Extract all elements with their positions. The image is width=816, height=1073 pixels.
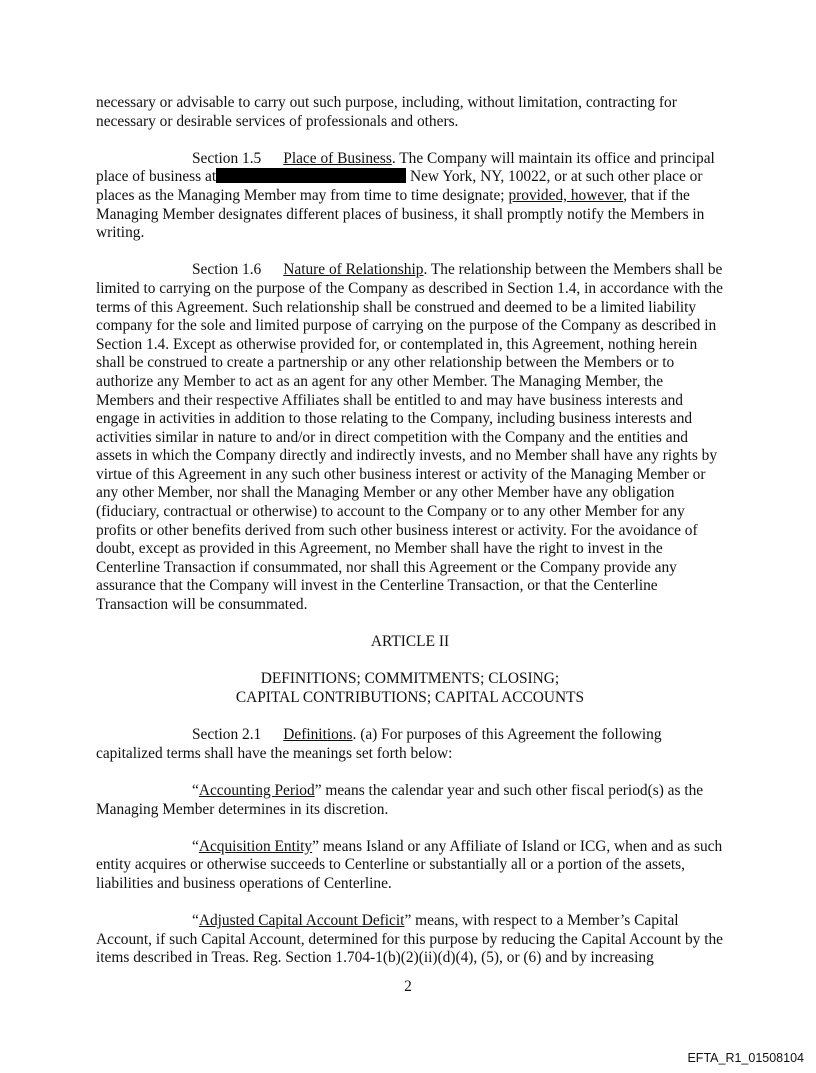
section-1-5 (96, 150, 724, 243)
definition-text: means, with respect to a Member’s Capital Account, if such Capital Account, determined for this purpose by reducing the Capital Account by the items described in Treas. Reg. Section 1.704-1(b)(2)(ii)(d)(4), (5), or (6) and by increasing (96, 912, 724, 967)
definition-term: Accounting Period (198, 781, 315, 799)
page-number: 2 (404, 978, 412, 995)
section-1-5-text-2: New York, NY, 10022, or at such other place or places as the Managing Member may from time to time designate; (96, 168, 703, 204)
redaction-bar (216, 168, 406, 183)
section-2-1 (96, 726, 724, 763)
bates-number: EFTA_R1_01508104 (687, 1051, 804, 1065)
definition-adjusted-capital-account-deficit: “Adjusted Capital Account Deficit” means, with respect to a Member’s Capital Account, if such Capital Account, determined for this purpose by reducing the Capital Account by the items described in Treas. Reg. Section 1.704-1(b)(2)(ii)(d)(4), (5), or (6) and by increasing (96, 912, 724, 967)
article-heading: ARTICLE II (370, 633, 450, 651)
article-subheading-line-1: DEFINITIONS; COMMITMENTS; CLOSING; (260, 670, 560, 688)
definition-acquisition-entity: “Acquisition Entity” means Island or any Affiliate of Island or ICG, when and as such entity acquires or otherwise succeeds to Centerline or substantially all or a portion of the assets, liabilities and business operations of Centerline. (96, 837, 723, 892)
section-2-1-title: Definitions (283, 726, 353, 744)
section-1-6 (96, 261, 724, 614)
intro-paragraph (96, 94, 724, 131)
section-2-1-text: . (a) For purposes of this Agreement the following capitalized terms shall have the meanings set forth below: (96, 726, 662, 762)
section-1-6-text: . The relationship between the Members shall be limited to carrying on the purpose of the Company as described in Section 1.4, in accordance with the terms of this Agreement. Such relationship shall be construed and deemed to be a limited liability company for the sole and limited purpose of carrying on the purpose of the Company as described in Section 1.4. Except as otherwise provided for, or contemplated in, this Agreement, nothing herein shall be construed to create a partnership or any other relationship between the Members or to authorize any Member to act as an agent for any other Member. The Managing Member, the Members and their respective Affiliates shall be entitled to and may have business interests and engage in activities in addition to those relating to the Company, including business interests and activities similar in nature to and/or in direct competition with the Company and the entities and assets in which the Company directly and indirectly invests, and no Member shall have any rights by virtue of this Agreement in any such other business interest or activity of the Managing Member or any other Member, nor shall the Managing Member or any other Member have any obligation (fiduciary, contractual or otherwise) to account to the Company or to any other Member for any profits or other benefits derived from such other business interest or activity. For the avoidance of doubt, except as provided in this Agreement, no Member shall have the right to invest in the Centerline Transaction if consummated, nor shall this Agreement or the Company provide any assurance that the Company will invest in the Centerline Transaction, or that the Centerline Transaction will be consummated. (96, 261, 723, 614)
intro-text: necessary or advisable to carry out such purpose, including, without limitation, contracting for necessary or desirable services of professionals and others. (96, 94, 677, 130)
section-2-1-number: Section 2.1 (192, 726, 262, 744)
section-1-5-title: Place of Business (283, 149, 392, 167)
definition-accounting-period: “Accounting Period” means the calendar year and such other fiscal period(s) as the Managing Member determines in its discretion. (96, 781, 704, 818)
article-subheading-line-2: CAPITAL CONTRIBUTIONS; CAPITAL ACCOUNTS (235, 689, 585, 706)
section-1-5-proviso: provided, however (508, 186, 624, 204)
definition-term: Acquisition Entity (198, 837, 313, 855)
section-1-6-number: Section 1.6 (192, 261, 262, 279)
definition-term: Adjusted Capital Account Deficit (198, 912, 405, 930)
section-1-5-text-3: , that if the Managing Member designates different places of business, it shall promptly notify the Members in writing. (96, 186, 705, 242)
section-1-6-title: Nature of Relationship (283, 261, 424, 279)
article-subheading (96, 670, 724, 707)
section-1-5-text-1: . The Company will maintain its office and principal place of business at (96, 149, 715, 186)
section-1-5-number: Section 1.5 (192, 149, 262, 167)
definition-text: means the calendar year and such other fiscal period(s) as the Managing Member determines in its discretion. (96, 781, 704, 818)
definition-text: means Island or any Affiliate of Island or ICG, when and as such entity acquires or otherwise succeeds to Centerline or substantially all or a portion of the assets, liabilities and business operations of Centerline. (96, 837, 723, 892)
document-page (96, 94, 724, 987)
